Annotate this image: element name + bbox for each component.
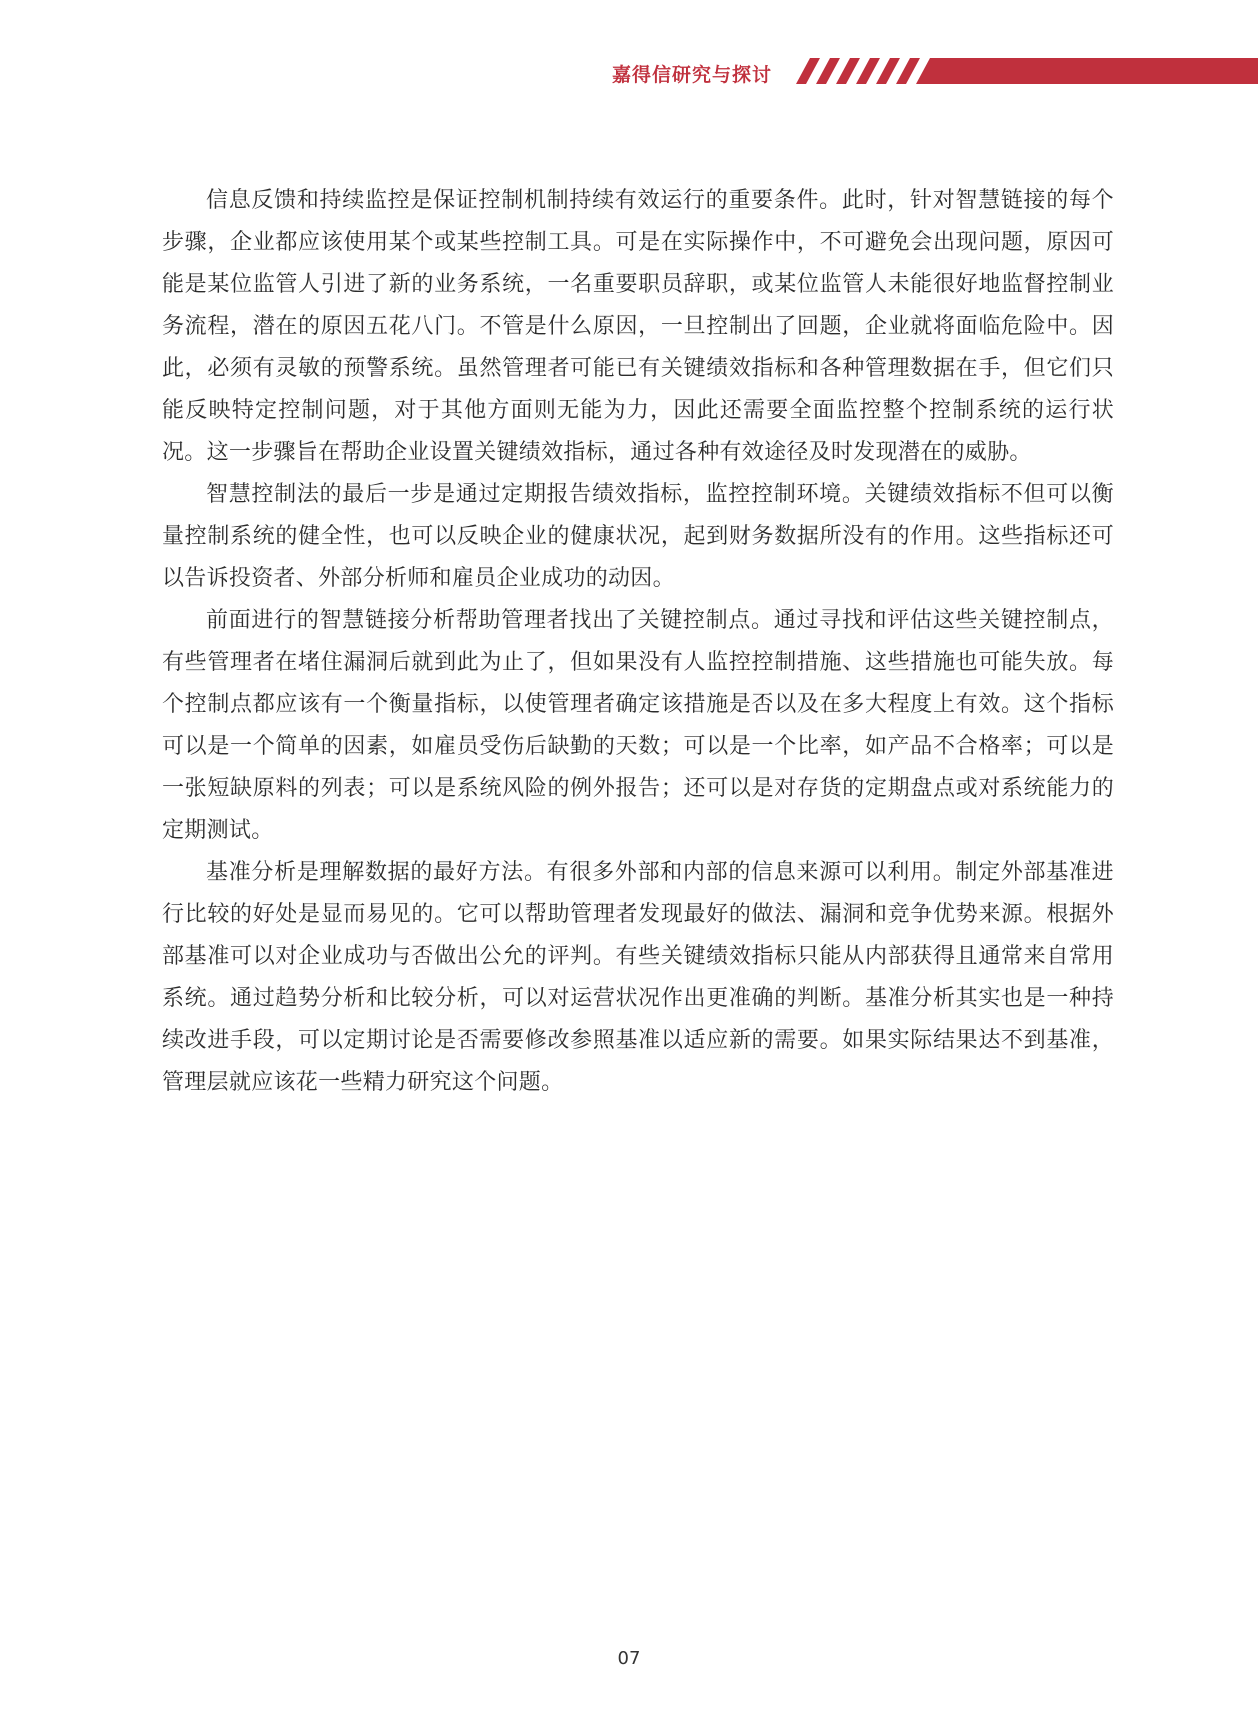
page-number: 07 xyxy=(617,1648,641,1669)
paragraph: 智慧控制法的最后一步是通过定期报告绩效指标，监控控制环境。关键绩效指标不但可以衡量控制系统的健全性，也可以反映企业的健康状况，起到财务数据所没有的作用。这些指标还可以告诉投资者、外部分析师和雇员企业成功的动因。 xyxy=(162,482,1114,591)
paragraph: 前面进行的智慧链接分析帮助管理者找出了关键控制点。通过寻找和评估这些关键控制点，有些管理者在堵住漏洞后就到此为止了，但如果没有人监控控制措施、这些措施也可能失放。每个控制点都应该有一个衡量指标，以使管理者确定该措施是否以及在多大程度上有效。这个指标可以是一个简单的因素，如雇员受伤后缺勤的天数；可以是一个比率，如产品不合格率；可以是一张短缺原料的列表；可以是系统风险的例外报告；还可以是对存货的定期盘点或对系统能力的定期测试。 xyxy=(162,608,1114,843)
page-header xyxy=(0,58,1258,88)
paragraph: 信息反馈和持续监控是保证控制机制持续有效运行的重要条件。此时，针对智慧链接的每个步骤，企业都应该使用某个或某些控制工具。可是在实际操作中，不可避免会出现问题，原因可能是某位监管人引进了新的业务系统，一名重要职员辞职，或某位监管人未能很好地监督控制业务流程，潜在的原因五花八门。不管是什么原因，一旦控制出了回题，企业就将面临危险中。因此，必须有灵敏的预警系统。虽然管理者可能已有关键绩效指标和各种管理数据在手，但它们只能反映特定控制问题，对于其他方面则无能为力，因此还需要全面监控整个控制系统的运行状况。这一步骤旨在帮助企业设置关键绩效指标，通过各种有效途径及时发现潜在的威胁。 xyxy=(162,188,1114,465)
header-stripe-bar xyxy=(786,58,1258,84)
article-body xyxy=(162,180,1114,1104)
header-title: 嘉得信研究与探讨 xyxy=(611,64,772,86)
paragraph: 基准分析是理解数据的最好方法。有很多外部和内部的信息来源可以利用。制定外部基准进行比较的好处是显而易见的。它可以帮助管理者发现最好的做法、漏洞和竞争优势来源。根据外部基准可以对企业成功与否做出公允的评判。有些关键绩效指标只能从内部获得且通常来自常用系统。通过趋势分析和比较分析，可以对运营状况作出更准确的判断。基准分析其实也是一种持续改进手段，可以定期讨论是否需要修改参照基准以适应新的需要。如果实际结果达不到基准，管理层就应该花一些精力研究这个问题。 xyxy=(162,860,1114,1095)
